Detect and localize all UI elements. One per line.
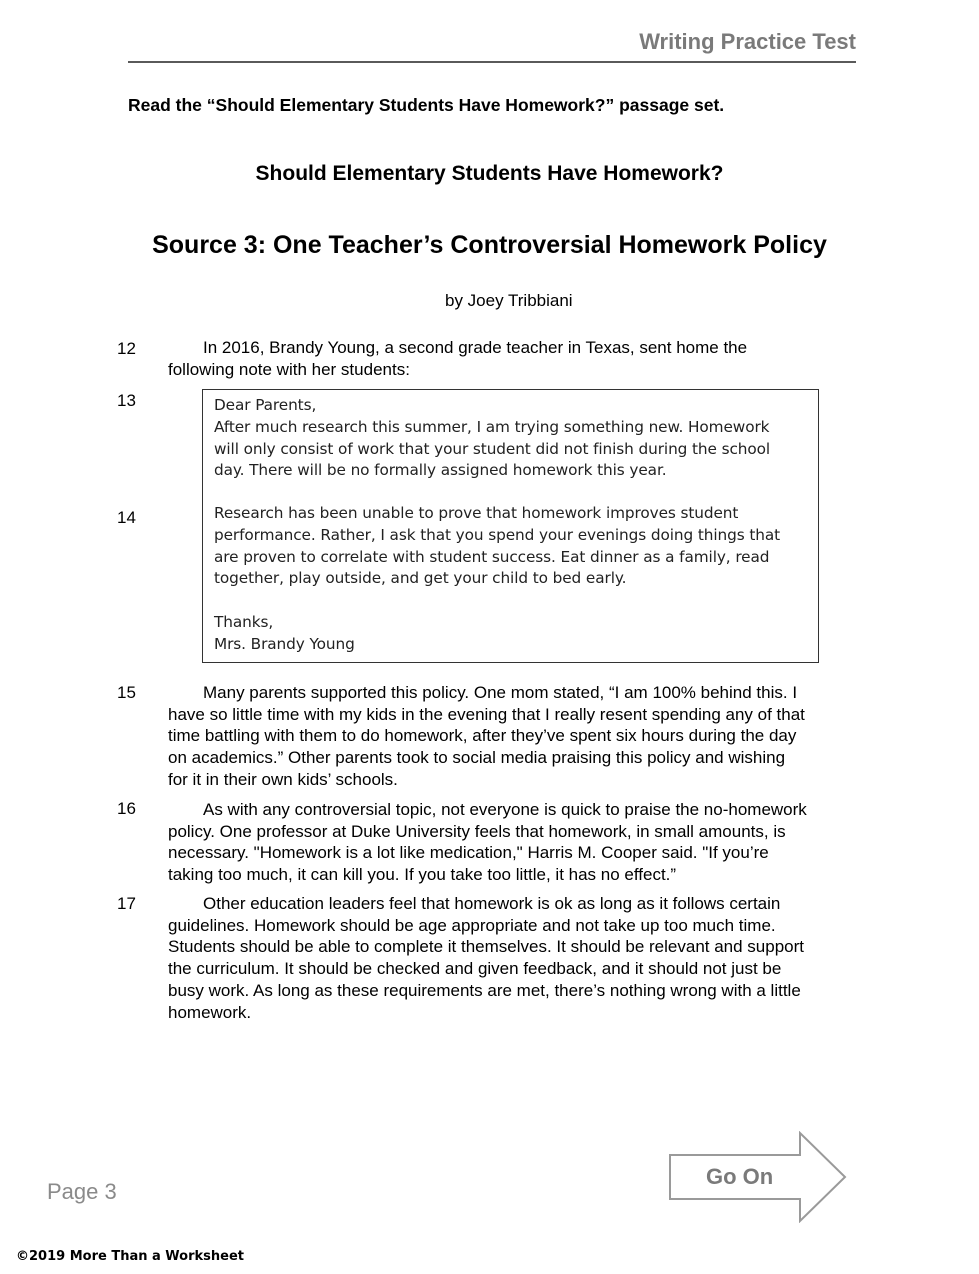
paragraph-number: 13 <box>117 391 136 410</box>
paragraph-15 <box>168 682 860 791</box>
byline: by Joey Tribbiani <box>445 291 573 310</box>
paragraph-line: homework. <box>168 1002 252 1022</box>
paragraph-line: Many parents supported this policy. One mom stated, “I am 100% behind this. I <box>203 683 798 702</box>
paragraph-line: Students should be able to complete it themselves. It should be relevant and support <box>168 937 805 957</box>
paragraph-line: policy. One professor at Duke University feels that homework, in small amounts, is <box>168 821 786 841</box>
paragraph-line: the curriculum. It should be checked and given feedback, and it should not just be <box>168 959 782 979</box>
letter-line: performance. Rather, I ask that you spend your evenings doing things that <box>214 525 781 544</box>
paragraph-line: Other education leaders feel that homework is ok as long as it follows certain <box>203 894 781 913</box>
paragraph-line: taking too much, it can kill you. If you take too little, it has no effect.” <box>168 865 677 885</box>
paragraph-number: 16 <box>117 799 136 818</box>
paragraph-line: time battling with them to do homework, after they’ve spent six hours during the day <box>168 726 797 746</box>
header-divider <box>128 61 856 63</box>
paragraph-17 <box>168 893 860 1023</box>
paragraph-number: 15 <box>117 683 136 702</box>
paragraph-12 <box>168 337 860 380</box>
paragraph-line: for it in their own kids’ schools. <box>168 769 398 789</box>
paragraph-line: following note with her students: <box>168 359 410 379</box>
letter-line: will only consist of work that your student did not finish during the school <box>214 439 771 458</box>
paragraph-line: necessary. "Homework is a lot like medication," Harris M. Cooper said. "If you’re <box>168 843 769 863</box>
passage-set-title: Should Elementary Students Have Homework? <box>255 162 724 185</box>
source-title: Source 3: One Teacher’s Controversial Homework Policy <box>152 231 827 259</box>
letter-line: day. There will be no formally assigned homework this year. <box>214 461 667 480</box>
paragraph-line: on academics.” Other parents took to social media praising this policy and wishing <box>168 748 786 768</box>
paragraph-line: In 2016, Brandy Young, a second grade teacher in Texas, sent home the <box>203 338 748 357</box>
copyright: ©2019 More Than a Worksheet <box>16 1249 245 1264</box>
page-number: Page 3 <box>47 1179 117 1204</box>
paragraph-line: busy work. As long as these requirements are met, there’s nothing wrong with a little <box>168 980 801 1000</box>
paragraph-number: 17 <box>117 894 136 913</box>
letter-line: Thanks, <box>214 613 274 631</box>
paragraph-line: As with any controversial topic, not everyone is quick to praise the no-homework <box>203 800 807 819</box>
paragraph-16 <box>168 799 860 886</box>
letter-line: Mrs. Brandy Young <box>214 634 355 653</box>
letter-line: Dear Parents, <box>214 396 317 414</box>
letter-line: Research has been unable to prove that homework improves student <box>214 504 739 522</box>
instruction-text: Read the “Should Elementary Students Have Homework?” passage set. <box>128 95 725 115</box>
letter-line: After much research this summer, I am trying something new. Homework <box>214 417 770 436</box>
letter-block-2 <box>214 503 814 590</box>
letter-signoff <box>214 612 814 656</box>
paragraph-line: have so little time with my kids in the evening that I really resent spending any of that <box>168 704 805 724</box>
paragraph-line: guidelines. Homework should be age appropriate and not take up too much time. <box>168 915 776 935</box>
paragraph-number: 12 <box>117 339 136 358</box>
letter-line: are proven to correlate with student success. Eat dinner as a family, read <box>214 547 770 566</box>
header-title: Writing Practice Test <box>639 29 856 54</box>
letter-line: together, play outside, and get your child to bed early. <box>214 569 627 588</box>
go-on-label[interactable]: Go On <box>706 1164 774 1189</box>
letter-block-1 <box>214 395 814 482</box>
paragraph-number: 14 <box>117 508 136 527</box>
